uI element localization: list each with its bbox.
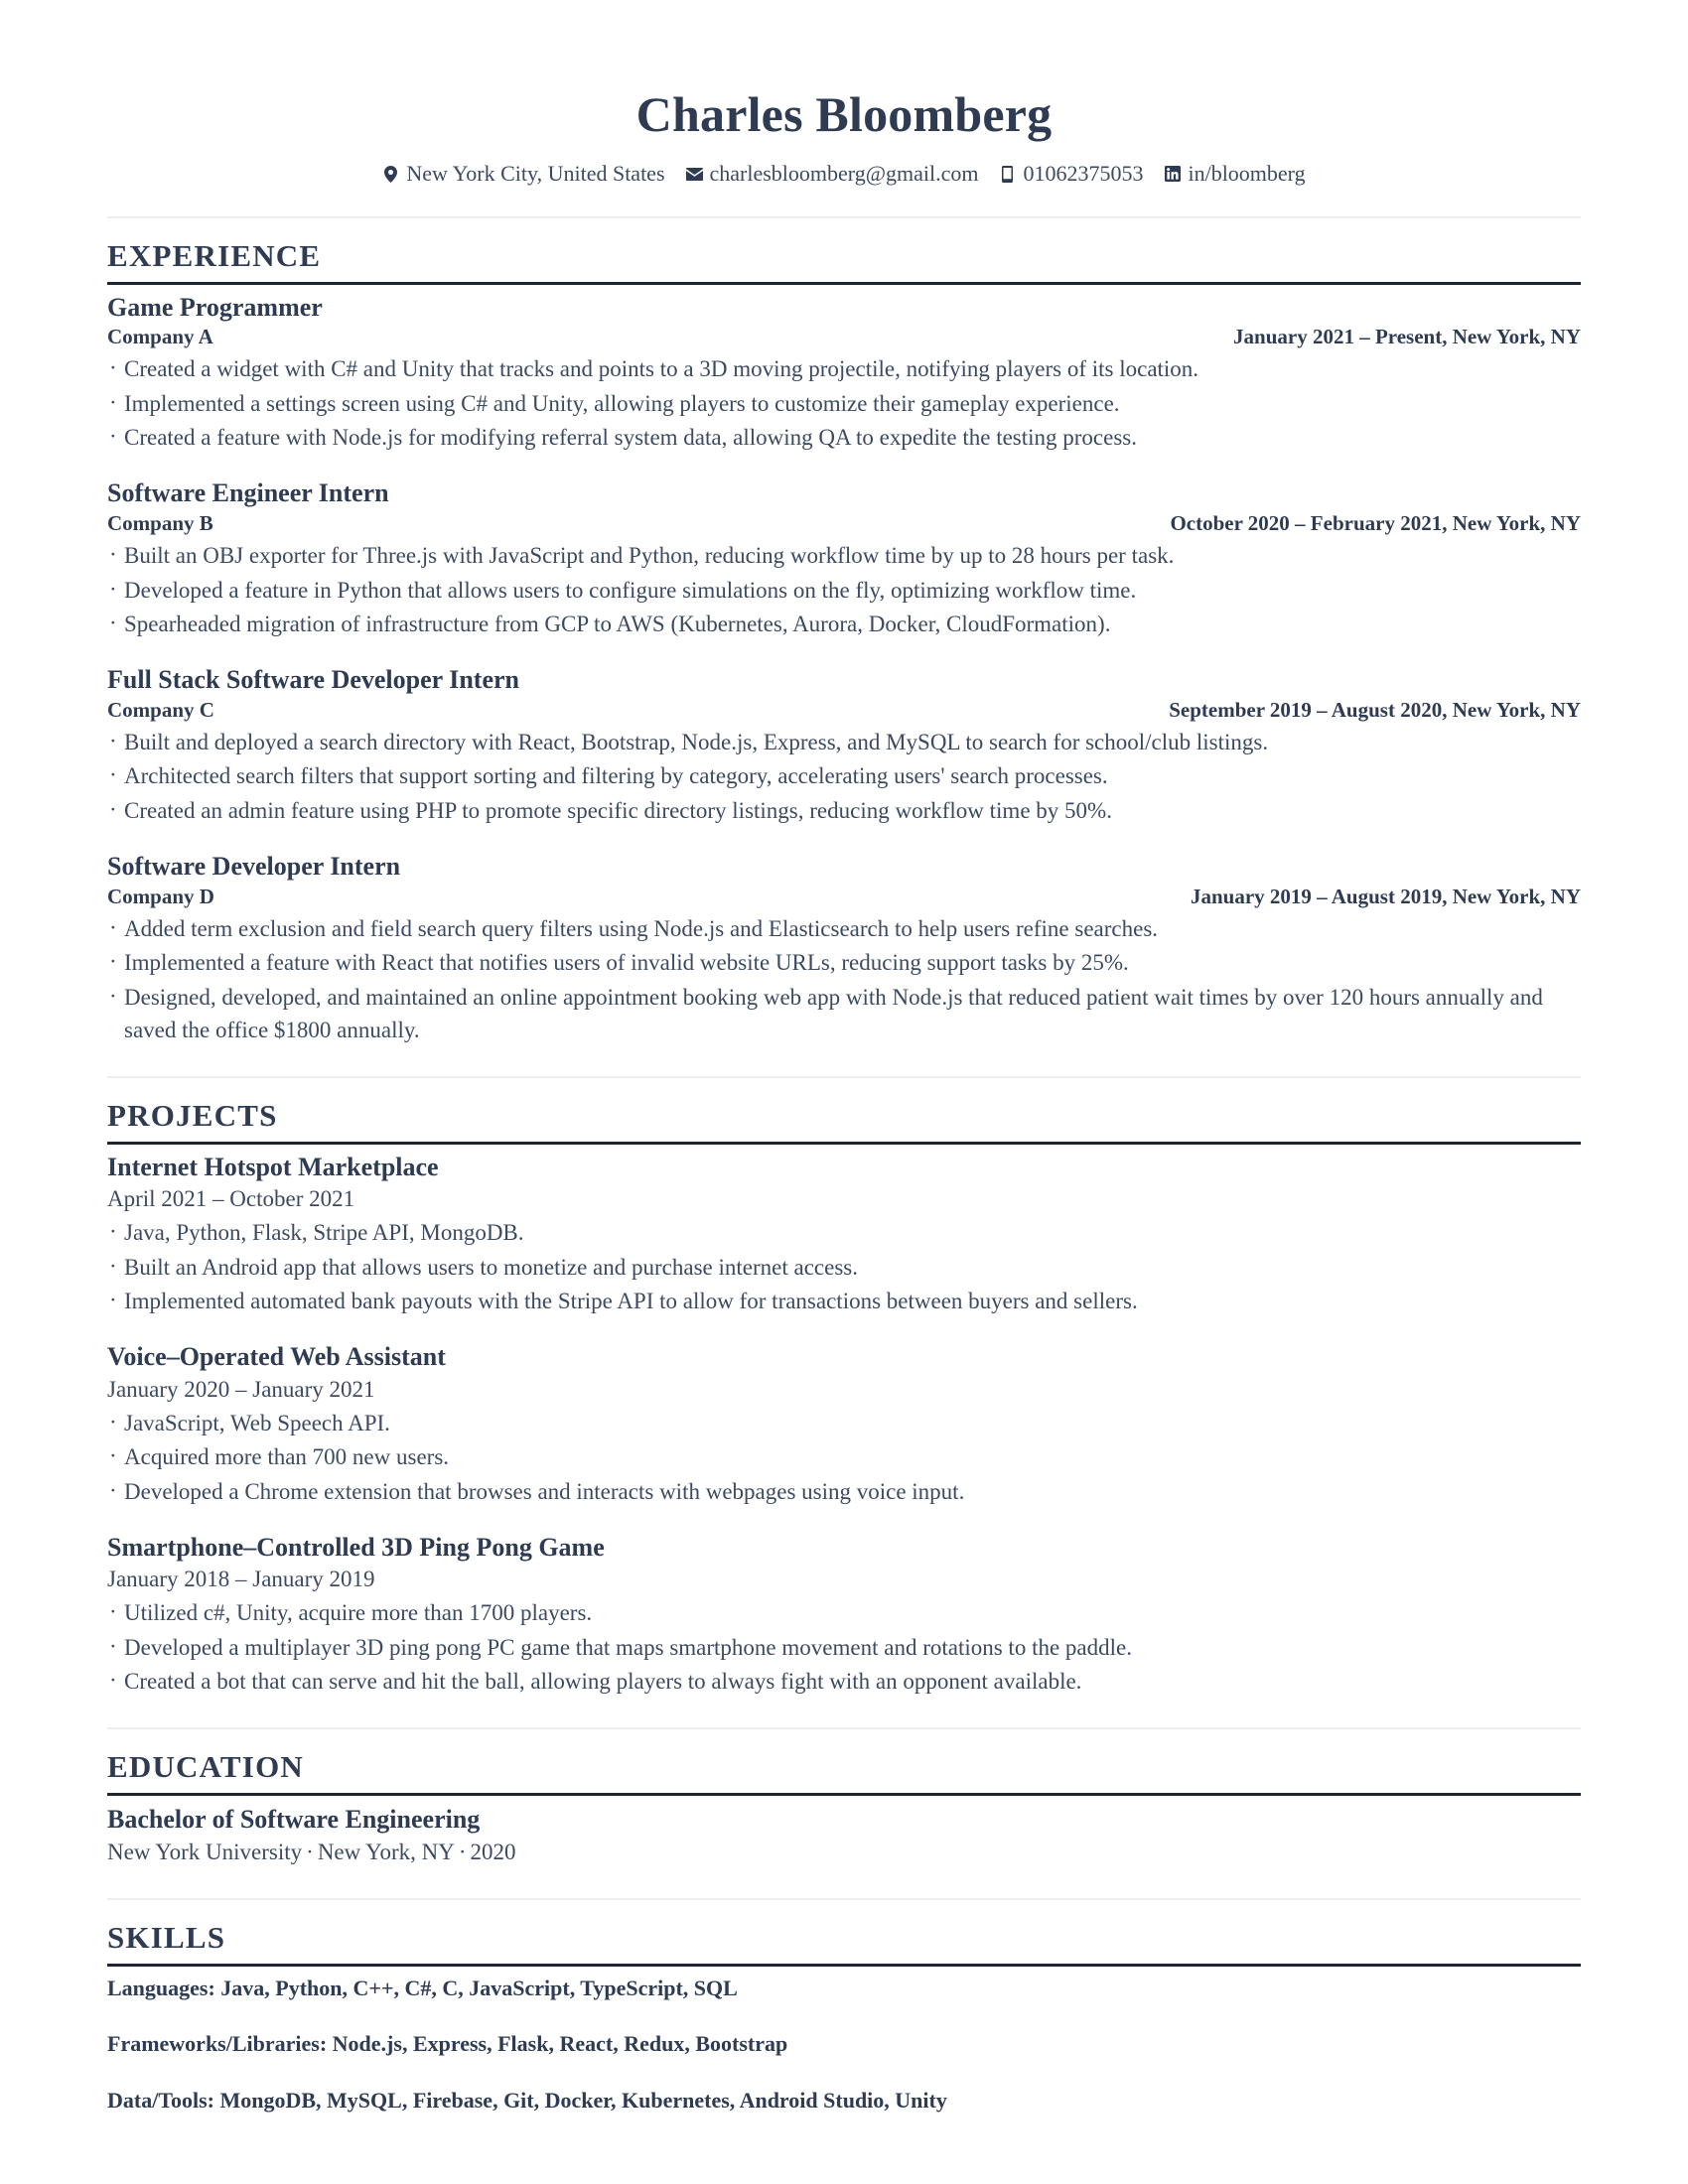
education-entry	[107, 1803, 1581, 1868]
job-bullets	[107, 726, 1581, 827]
contact-info-bar	[107, 161, 1581, 187]
bullet-item: · Built an Android app that allows users to monetize and purchase internet access.	[107, 1251, 1581, 1284]
job-title: Software Engineer Intern	[107, 478, 389, 508]
company-name: Company D	[107, 884, 214, 908]
project-date: April 2021 – October 2021	[107, 1186, 355, 1212]
contact-location	[382, 161, 664, 187]
section-education	[107, 1727, 1581, 1868]
bullet-item: · Created a bot that can serve and hit the ball, allowing players to always fight with an opponent available.	[107, 1665, 1581, 1698]
project-title: Internet Hotspot Marketplace	[107, 1152, 439, 1181]
bullet-item: · Java, Python, Flask, Stripe API, MongoDB.	[107, 1216, 1581, 1249]
project-entry	[107, 1532, 1581, 1699]
company-name: Company A	[107, 325, 213, 349]
contact-linkedin-text: in/bloomberg	[1188, 161, 1306, 186]
contact-phone[interactable]	[999, 161, 1143, 187]
job-title: Software Developer Intern	[107, 852, 401, 882]
education-meta	[107, 1837, 1581, 1868]
resume-header	[107, 0, 1581, 187]
section-top-rule	[107, 1727, 1581, 1729]
job-subline	[107, 510, 1581, 537]
mobile-phone-icon	[999, 164, 1016, 184]
section-underline	[107, 1793, 1581, 1796]
contact-email-text: charlesbloomberg@gmail.com	[709, 161, 979, 186]
job-bullets	[107, 539, 1581, 640]
school-name: New York University	[107, 1839, 303, 1864]
section-underline	[107, 282, 1581, 285]
contact-phone-text: 01062375053	[1023, 161, 1144, 186]
project-entry	[107, 1341, 1581, 1508]
bullet-item: · Added term exclusion and field search query filters using Node.js and Elasticsearch to help users refine searches.	[107, 912, 1581, 945]
experience-entry	[107, 292, 1581, 455]
bullet-item: · Implemented a feature with React that notifies users of invalid website URLs, reducing support tasks by 25%.	[107, 946, 1581, 979]
bullet-item: · Created a feature with Node.js for modifying referral system data, allowing QA to expedite the testing process.	[107, 421, 1581, 454]
project-title: Voice–Operated Web Assistant	[107, 1342, 446, 1372]
bullet-item: · Utilized c#, Unity, acquire more than 1700 players.	[107, 1596, 1581, 1629]
project-entry	[107, 1152, 1581, 1318]
project-bullets	[107, 1596, 1581, 1698]
section-title-skills: SKILLS	[107, 1920, 226, 1956]
bullet-item: · Built and deployed a search directory with React, Bootstrap, Node.js, Express, and MySQL to search for school/club listings.	[107, 726, 1581, 758]
company-name: Company C	[107, 697, 214, 722]
job-subline	[107, 324, 1581, 350]
bullet-item: · JavaScript, Web Speech API.	[107, 1407, 1581, 1439]
contact-email[interactable]	[686, 161, 979, 187]
bullet-item: · Designed, developed, and maintained an online appointment booking web app with Node.js that reduced patient wait times by over 120 hours annually and saved the office $1800 annually.	[107, 981, 1581, 1047]
project-bullets	[107, 1407, 1581, 1508]
project-bullets	[107, 1216, 1581, 1317]
job-subline	[107, 884, 1581, 910]
job-bullets	[107, 912, 1581, 1046]
section-underline	[107, 1964, 1581, 1967]
experience-entry	[107, 664, 1581, 827]
degree-name: Bachelor of Software Engineering	[107, 1805, 481, 1835]
bullet-item: · Architected search filters that support sorting and filtering by category, accelerating users' search processes.	[107, 759, 1581, 792]
section-title-education: EDUCATION	[107, 1749, 304, 1785]
graduation-year: 2020	[470, 1839, 516, 1864]
job-date-location: October 2020 – February 2021, New York, NY	[1170, 510, 1581, 535]
contact-location-text: New York City, United States	[406, 161, 665, 186]
school-location: New York, NY	[317, 1839, 455, 1864]
contact-linkedin[interactable]	[1164, 161, 1305, 187]
section-experience	[107, 216, 1581, 1046]
section-projects	[107, 1076, 1581, 1698]
project-title: Smartphone–Controlled 3D Ping Pong Game	[107, 1532, 605, 1562]
bullet-item: · Developed a feature in Python that allows users to configure simulations on the fly, optimizing workflow time.	[107, 574, 1581, 607]
job-title: Game Programmer	[107, 292, 323, 322]
bullet-item: · Developed a Chrome extension that browses and interacts with webpages using voice input.	[107, 1475, 1581, 1508]
experience-entry	[107, 478, 1581, 640]
section-title-projects: PROJECTS	[107, 1098, 278, 1134]
skill-row-data-tools: Data/Tools: MongoDB, MySQL, Firebase, Git, Docker, Kubernetes, Android Studio, Unity	[107, 2088, 947, 2114]
section-top-rule	[107, 1076, 1581, 1078]
job-bullets	[107, 352, 1581, 454]
section-skills	[107, 1898, 1581, 2116]
job-date-location: January 2019 – August 2019, New York, NY	[1190, 884, 1581, 908]
envelope-icon	[686, 164, 703, 184]
location-pin-icon	[382, 164, 399, 184]
company-name: Company B	[107, 510, 213, 535]
section-top-rule	[107, 1898, 1581, 1900]
skill-row-frameworks: Frameworks/Libraries: Node.js, Express, Flask, React, Redux, Bootstrap	[107, 2031, 788, 2057]
bullet-item: · Built an OBJ exporter for Three.js with JavaScript and Python, reducing workflow time by up to 28 hours per task.	[107, 539, 1581, 572]
education-separator: ·	[458, 1839, 467, 1864]
bullet-item: · Spearheaded migration of infrastructure from GCP to AWS (Kubernetes, Aurora, Docker, CloudFormation).	[107, 608, 1581, 640]
section-title-experience: EXPERIENCE	[107, 238, 322, 273]
project-date: January 2020 – January 2021	[107, 1376, 375, 1402]
bullet-item: · Implemented automated bank payouts with the Stripe API to allow for transactions between buyers and sellers.	[107, 1285, 1581, 1317]
section-underline	[107, 1142, 1581, 1145]
linkedin-icon	[1164, 164, 1181, 184]
job-date-location: January 2021 – Present, New York, NY	[1233, 325, 1581, 349]
project-date: January 2018 – January 2019	[107, 1567, 375, 1592]
job-date-location: September 2019 – August 2020, New York, NY	[1169, 697, 1581, 722]
experience-entry	[107, 851, 1581, 1046]
bullet-item: · Created an admin feature using PHP to promote specific directory listings, reducing workflow time by 50%.	[107, 794, 1581, 827]
education-separator: ·	[306, 1839, 314, 1864]
bullet-item: · Acquired more than 700 new users.	[107, 1440, 1581, 1473]
job-title: Full Stack Software Developer Intern	[107, 665, 519, 695]
skill-row-languages: Languages: Java, Python, C++, C#, C, JavaScript, TypeScript, SQL	[107, 1975, 738, 2000]
bullet-item: · Created a widget with C# and Unity that tracks and points to a 3D moving projectile, notifying players of its location.	[107, 352, 1581, 385]
bullet-item: · Implemented a settings screen using C# and Unity, allowing players to customize their gameplay experience.	[107, 387, 1581, 420]
bullet-item: · Developed a multiplayer 3D ping pong PC game that maps smartphone movement and rotations to the paddle.	[107, 1631, 1581, 1664]
candidate-name: Charles Bloomberg	[635, 86, 1053, 142]
job-subline	[107, 697, 1581, 724]
section-top-rule	[107, 216, 1581, 218]
